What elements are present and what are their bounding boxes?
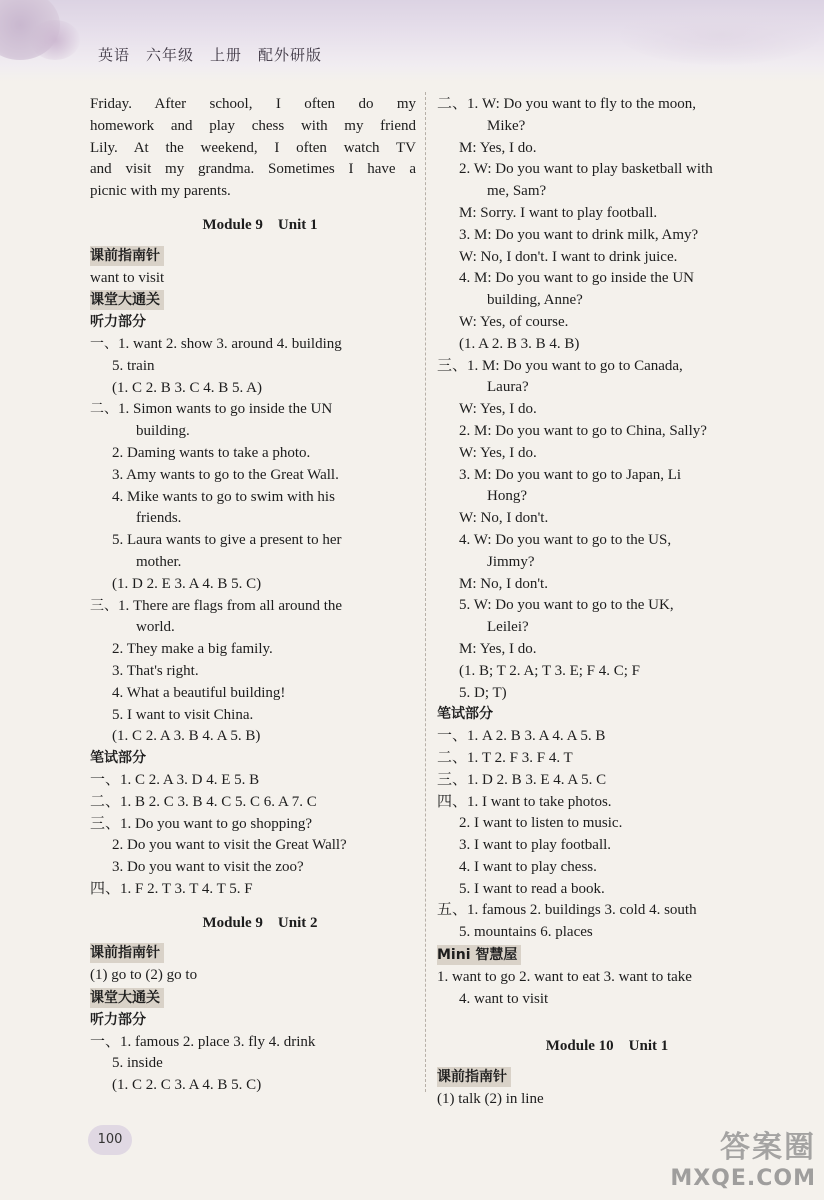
answer-line: M: Yes, I do. [459, 139, 537, 156]
answer-line: (1. B; T 2. A; T 3. E; F 4. C; F [459, 662, 641, 679]
subsection-label: 笔试部分 [437, 706, 493, 723]
answer-line: 二、1. B 2. C 3. B 4. C 5. C 6. A 7. C [90, 793, 317, 810]
subsection-label: 笔试部分 [90, 750, 146, 767]
answer-line: building. [136, 423, 190, 440]
section-heading: Module 10 Unit 1 [545, 1038, 669, 1055]
site-watermark [668, 1122, 816, 1194]
answer-text: 1. There are flags from all around the [118, 597, 343, 614]
answer-line: 4. W: Do you want to go to the US, [459, 531, 672, 548]
answer-line: mother. [136, 553, 182, 570]
answer-line: 4. want to visit [459, 990, 549, 1007]
answer-line [90, 334, 416, 356]
answer-line: world. [136, 619, 175, 636]
answer-line [90, 399, 416, 421]
answer-line: 一、1. C 2. A 3. D 4. E 5. B [90, 771, 260, 788]
answer-line: 2. Daming wants to take a photo. [112, 444, 311, 461]
answer-line: 5. W: Do you want to go to the UK, [459, 597, 674, 614]
watermark-url: MXQE.COM [670, 1166, 816, 1191]
answer-line: 2. M: Do you want to go to China, Sally? [459, 422, 707, 439]
section-heading: Module 9 Unit 2 [202, 914, 318, 931]
section-label: 课堂大通关 [90, 290, 164, 310]
answer-line: 4. M: Do you want to go inside the UN [459, 270, 694, 287]
answer-line: Jimmy? [487, 553, 535, 570]
answer-line: 2. W: Do you want to play basketball with [459, 161, 713, 178]
answer-line: 2. They make a big family. [112, 641, 273, 658]
subsection-label: 听力部分 [90, 314, 146, 331]
text-line: Friday. After school, I often do my [90, 96, 416, 112]
answer-line: M: Yes, I do. [459, 640, 537, 657]
answer-line: 5. train [112, 357, 155, 374]
answer-line: 3. Amy wants to go to the Great Wall. [112, 466, 339, 483]
section-label: 课前指南针 [437, 1067, 511, 1087]
answer-line: W: No, I don't. [459, 510, 549, 527]
answer-line: (1. C 2. B 3. C 4. B 5. A) [112, 379, 263, 396]
item-number: 二、 [90, 401, 118, 418]
answer-line [90, 596, 416, 618]
answer-line: building, Anne? [487, 292, 583, 309]
answer-line: 3. M: Do you want to drink milk, Amy? [459, 226, 699, 243]
decorative-flower-graphic [30, 20, 80, 60]
answer-line: 五、1. famous 2. buildings 3. cold 4. south [437, 902, 697, 919]
page-number: 100 [88, 1125, 132, 1155]
answer-line: want to visit [90, 269, 165, 286]
answer-text: 1. Simon wants to go inside the UN [118, 401, 333, 418]
answer-line: 三、1. Do you want to go shopping? [90, 815, 313, 832]
answer-line: 5. D; T) [459, 684, 507, 701]
answer-line: Laura? [487, 379, 529, 396]
answer-line: 3. Do you want to visit the zoo? [112, 859, 304, 876]
answer-line: 2. Do you want to visit the Great Wall? [112, 837, 347, 854]
answer-line: 二、1. T 2. F 3. F 4. T [437, 749, 573, 766]
answer-line: 三、1. M: Do you want to go to Canada, [437, 357, 683, 374]
right-column [437, 94, 763, 1111]
answer-line: 四、1. I want to take photos. [437, 793, 612, 810]
answer-line: W: Yes, of course. [459, 313, 569, 330]
answer-line: W: Yes, I do. [459, 444, 537, 461]
answer-line: 一、1. A 2. B 3. A 4. A 5. B [437, 728, 606, 745]
answer-line: 三、1. D 2. B 3. E 4. A 5. C [437, 771, 607, 788]
section-label: Mini 智慧屋 [437, 945, 521, 965]
answer-line: (1) go to (2) go to [90, 967, 198, 984]
decorative-banner-graphic [620, 5, 820, 65]
answer-line: 四、1. F 2. T 3. T 4. T 5. F [90, 880, 253, 897]
answer-line: 5. inside [112, 1055, 163, 1072]
section-label: 课前指南针 [90, 943, 164, 963]
answer-line: 2. I want to listen to music. [459, 815, 623, 832]
answer-line: (1. D 2. E 3. A 4. B 5. C) [112, 575, 262, 592]
item-number: 一、 [90, 335, 118, 352]
answer-line: M: No, I don't. [459, 575, 548, 592]
answer-line: friends. [136, 510, 182, 527]
answer-line: W: Yes, I do. [459, 401, 537, 418]
section-label: 课堂大通关 [90, 988, 164, 1008]
answer-line: 3. That's right. [112, 662, 199, 679]
answer-line: 1. want to go 2. want to eat 3. want to take [437, 968, 692, 985]
answer-line: (1. A 2. B 3. B 4. B) [459, 335, 580, 352]
answer-line: 二、1. W: Do you want to fly to the moon, [437, 96, 696, 112]
answer-text: 1. want 2. show 3. around 4. building [118, 335, 342, 352]
answer-line: M: Sorry. I want to play football. [459, 204, 658, 221]
answer-line: me, Sam? [487, 183, 547, 200]
answer-line: 一、1. famous 2. place 3. fly 4. drink [90, 1033, 316, 1050]
column-divider [425, 92, 426, 1092]
answer-line: 4. I want to play chess. [459, 858, 597, 875]
text-line: Lily. At the weekend, I often watch TV [90, 139, 416, 156]
book-title: 英语 六年级 上册 配外研版 [98, 46, 323, 64]
section-heading: Module 9 Unit 1 [202, 216, 318, 233]
answer-line: Hong? [487, 488, 527, 505]
answer-line: 5. Laura wants to give a present to her [112, 532, 342, 549]
answer-line: (1. C 2. C 3. A 4. B 5. C) [112, 1077, 262, 1094]
watermark-logo-text: 答案圈 [720, 1130, 816, 1165]
item-number: 三、 [90, 597, 118, 614]
answer-line: 4. What a beautiful building! [112, 684, 286, 701]
subsection-label: 听力部分 [90, 1011, 146, 1028]
text-line: homework and play chess with my friend [90, 117, 416, 134]
answer-line: (1. C 2. A 3. B 4. A 5. B) [112, 728, 261, 745]
page-header [0, 0, 824, 82]
left-column [90, 94, 416, 1097]
answer-line: Mike? [487, 117, 526, 134]
section-label: 课前指南针 [90, 246, 164, 266]
text-line: picnic with my parents. [90, 183, 231, 200]
answer-line: (1) talk (2) in line [437, 1091, 544, 1108]
answer-line: 3. I want to play football. [459, 837, 612, 854]
answer-line: 4. Mike wants to go to swim with his [112, 488, 335, 505]
answer-line: 3. M: Do you want to go to Japan, Li [459, 466, 682, 483]
answer-line: 5. I want to visit China. [112, 706, 254, 723]
answer-line: 5. mountains 6. places [459, 924, 593, 941]
answer-line: W: No, I don't. I want to drink juice. [459, 248, 678, 265]
answer-line: Leilei? [487, 619, 529, 636]
answer-line: 5. I want to read a book. [459, 880, 605, 897]
text-line: and visit my grandma. Sometimes I have a [90, 161, 416, 178]
